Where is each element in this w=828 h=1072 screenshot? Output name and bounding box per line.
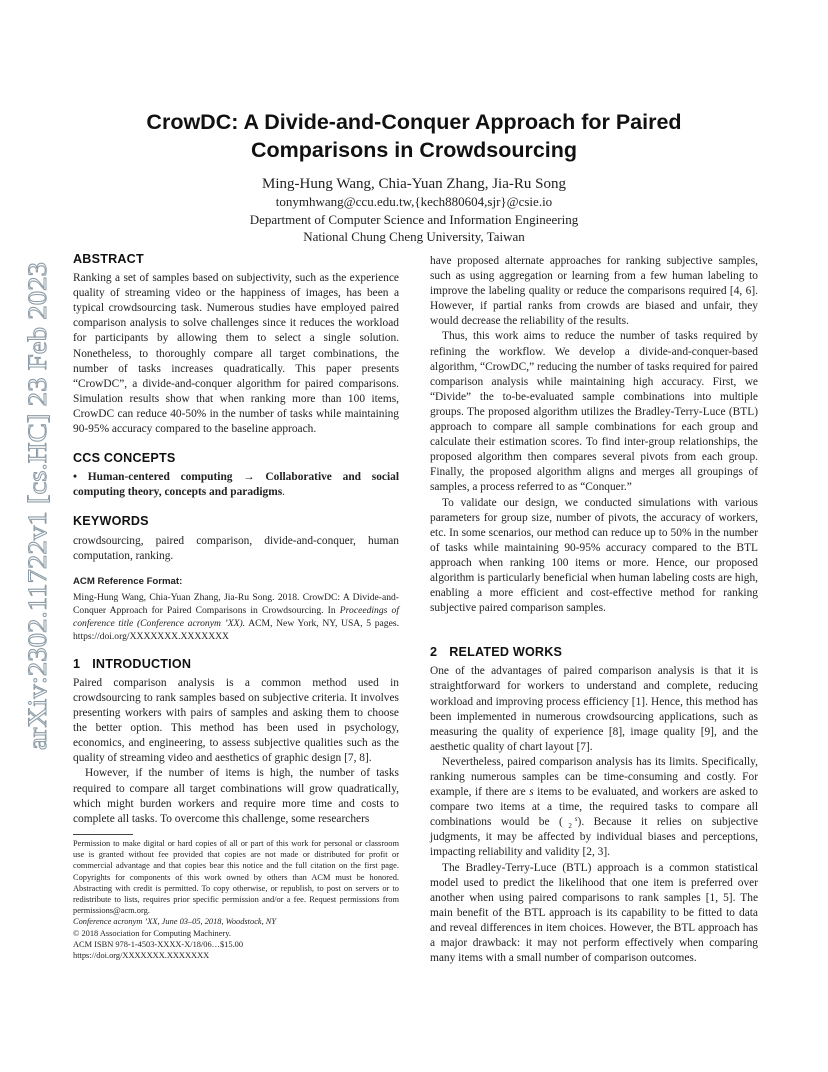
related-para-2: Nevertheless, paired comparison analysis has its limits. Specifically, ranking numerous samples can be time-consuming and costly. For example, if there are s items to be evaluated, and workers are asked to compare two items at a time, the required tasks to compare all combinations would be ( s 2 ). Because it relies on subjective judgments, it may be affected by individual biases and perceptions, impacting reliability and validity [2, 3].: [430, 755, 758, 859]
arxiv-stamp: [18, 255, 54, 755]
footnote-rule: [73, 834, 133, 835]
copyright-line: © 2018 Association for Computing Machinery.: [73, 928, 231, 938]
authors: Ming-Hung Wang, Chia-Yuan Zhang, Jia-Ru Song: [262, 176, 566, 192]
related-para-3: The Bradley-Terry-Luce (BTL) approach is a common statistical model used to predict the likelihood that one item is preferred over another when using paired comparisons to rank samples [1, 5]. The main benefit of the BTL approach is its capability to be fitted to data and reveal differences in item choices. However, the BTL approach has a major drawback: it may not perform effectively when comparing many items with a small number of comparison outcomes.: [430, 861, 758, 965]
related-p2-b: items to be evaluated, and workers are asked to compare two items at a time, the required tasks to compare all combinations would be: [430, 786, 758, 829]
keywords-body: crowdsourcing, paired comparison, divide-and-conquer, human computation, ranking.: [73, 534, 399, 562]
right-para-1: have proposed alternate approaches for ranking subjective samples, such as using aggregation or learning from a few human labeling to improve the labeling quality or reduce the comparisons required [4, 6]. However, if partial ranks from crowds are biased and unfair, they would decrease the reliability of the results.: [430, 255, 758, 328]
acm-ref-heading: ACM Reference Format:: [73, 575, 183, 587]
abstract-heading: ABSTRACT: [73, 252, 144, 266]
binom-top: s: [574, 814, 578, 823]
isbn-line: ACM ISBN 978-1-4503-XXXX-X/18/06…$15.00: [73, 939, 244, 949]
author-emails: tonymhwang@ccu.edu.tw,{kech880604,sjr}@csie.io: [275, 194, 553, 209]
keywords-heading: KEYWORDS: [73, 514, 149, 529]
related-heading: [430, 645, 758, 660]
related-p2-a: Nevertheless, paired comparison analysis has its limits. Specifically, ranking numerous samples can be time-consuming and costly. For example, if there are: [430, 755, 758, 799]
affiliation: [0, 193, 828, 246]
acm-ref-part2: ACM, New York, NY, USA, 5 pages. https://doi.org/XXXXXXX.XXXXXXX: [73, 617, 399, 642]
related-p2-c: . Because it relies on subjective judgments, it may be affected by individual biases and perceptions, impacting reliability and validity [2, 3].: [430, 816, 758, 859]
related-title: RELATED WORKS: [449, 645, 563, 660]
ccs-concepts: • Human-centered computing → Collaborative and social computing theory, concepts and paradigms: [73, 471, 399, 499]
acm-reference: [73, 591, 399, 643]
paper-title: [0, 108, 828, 164]
related-number: 2: [430, 645, 438, 660]
ccs-trail: .: [282, 486, 286, 499]
intro-number: 1: [73, 656, 81, 671]
binomial: [563, 816, 578, 830]
acm-ref-italic: Proceedings of conference title (Conference acronym ’XX).: [73, 604, 399, 629]
binom-bottom: 2: [568, 821, 572, 830]
var-s: s: [529, 786, 534, 799]
intro-title: INTRODUCTION: [92, 656, 192, 671]
arxiv-stamp-text: arXiv:2302.11722v1 [cs.HC] 23 Feb 2023: [22, 301, 52, 750]
intro-heading: [73, 657, 399, 672]
abstract-body: Ranking a set of samples based on subjectivity, such as the experience quality of streaming video or the happiness of images, has been a typical crowdsourcing task. Numerous studies have employed paired comparison analysis to solve challenges since it reduces the workload for participants by allowing them to select a single solution. Nonetheless, to thoroughly compare all target combinations, the number of tasks increases quadratically. This paper presents “CrowDC”, a divide-and-conquer algorithm for paired comparisons. Simulation results show that when ranking more than 100 items, CrowDC can reduce 40-50% in the number of tasks while maintaining 90-95% accuracy compared to the baseline approach.: [73, 272, 399, 436]
right-para-2: Thus, this work aims to reduce the number of tasks required by refining the workflow. We develop a divide-and-conquer-based algorithm, “CrowDC,” reducing the number of tasks required for paired comparison analysis while maintaining high accuracy. First, we “Divide” the to-be-evaluated sample combinations into multiple groups. The proposed algorithm utilizes the Bradley-Terry-Luce (BTL) approach to compare all sample combinations for each group and calculate their estimation scores. To find inter-group relationships, the proposed algorithm then compares several pivots from each group. Finally, the proposed algorithm aligns and merges all groupings of samples, a process referred to as “Conquer.”: [430, 330, 758, 494]
footnote: [73, 838, 399, 961]
title-line-2: Comparisons in Crowdsourcing: [250, 138, 578, 162]
intro-para-2: However, if the number of items is high, the number of tasks required to compare all target combinations will grow quadratically, which might burden workers and require more time and costs to complete all tasks. To overcome this challenge, some researchers: [73, 767, 399, 825]
university: National Chung Cheng University, Taiwan: [303, 229, 525, 244]
right-para-3: To validate our design, we conducted simulations with various parameters for group size, number of pivots, the accuracy of workers, etc. In some scenarios, our method can reduce up to 50% in the number of tasks while maintaining 90-95% accuracy compared to the BTL approach when ranking 100 items or more. Hence, our proposed algorithm is particularly beneficial when human labeling costs are high, enabling a more efficient and cost-effective method for ranking subjective paired comparison samples.: [430, 496, 758, 615]
acm-ref-part1: Ming-Hung Wang, Chia-Yuan Zhang, Jia-Ru Song. 2018. CrowDC: A Divide-and-Conquer Approach for Paired Comparisons in Crowdsourcing. In: [73, 591, 399, 616]
conference-line: Conference acronym ’XX, June 03–05, 2018, Woodstock, NY: [73, 917, 277, 927]
title-line-1: CrowDC: A Divide-and-Conquer Approach for Paired: [146, 110, 682, 134]
intro-para-1: Paired comparison analysis is a common method used in crowdsourcing to rank samples based on subjective criteria. It involves presenting workers with pairs of samples and asking them to choose the better option. This method has been used in psychology, economics, and engineering, to assess subjective qualities such as the quality of streaming video and aesthetics of graphic design [7, 8].: [73, 676, 399, 765]
department: Department of Computer Science and Information Engineering: [249, 211, 579, 227]
ccs-heading: CCS CONCEPTS: [73, 451, 176, 466]
left-column: [73, 252, 399, 827]
right-column: [430, 254, 758, 966]
doi-line: https://doi.org/XXXXXXX.XXXXXXX: [73, 951, 210, 961]
related-para-1: One of the advantages of paired comparison analysis is that it is straightforward for workers to understand and complete, reducing workload and improving process efficiency [1]. Hence, this method has been implemented in numerous crowdsourcing applications, such as measuring the quality of experience [8], image quality [9], and the aesthetic quality of chart layout [7].: [430, 665, 758, 753]
permission-notice: Permission to make digital or hard copies of all or part of this work for personal or classroom use is granted without fee provided that copies are not made or distributed for profit or commercial advantage and that copies bear this notice and the full citation on the first page. Copyrights for components of this work owned by others than ACM must be honored. Abstracting with credit is permitted. To copy otherwise, or republish, to post on servers or to redistribute to lists, requires prior specific permission and/or a fee. Request permissions from permissions@acm.org.: [73, 839, 399, 916]
